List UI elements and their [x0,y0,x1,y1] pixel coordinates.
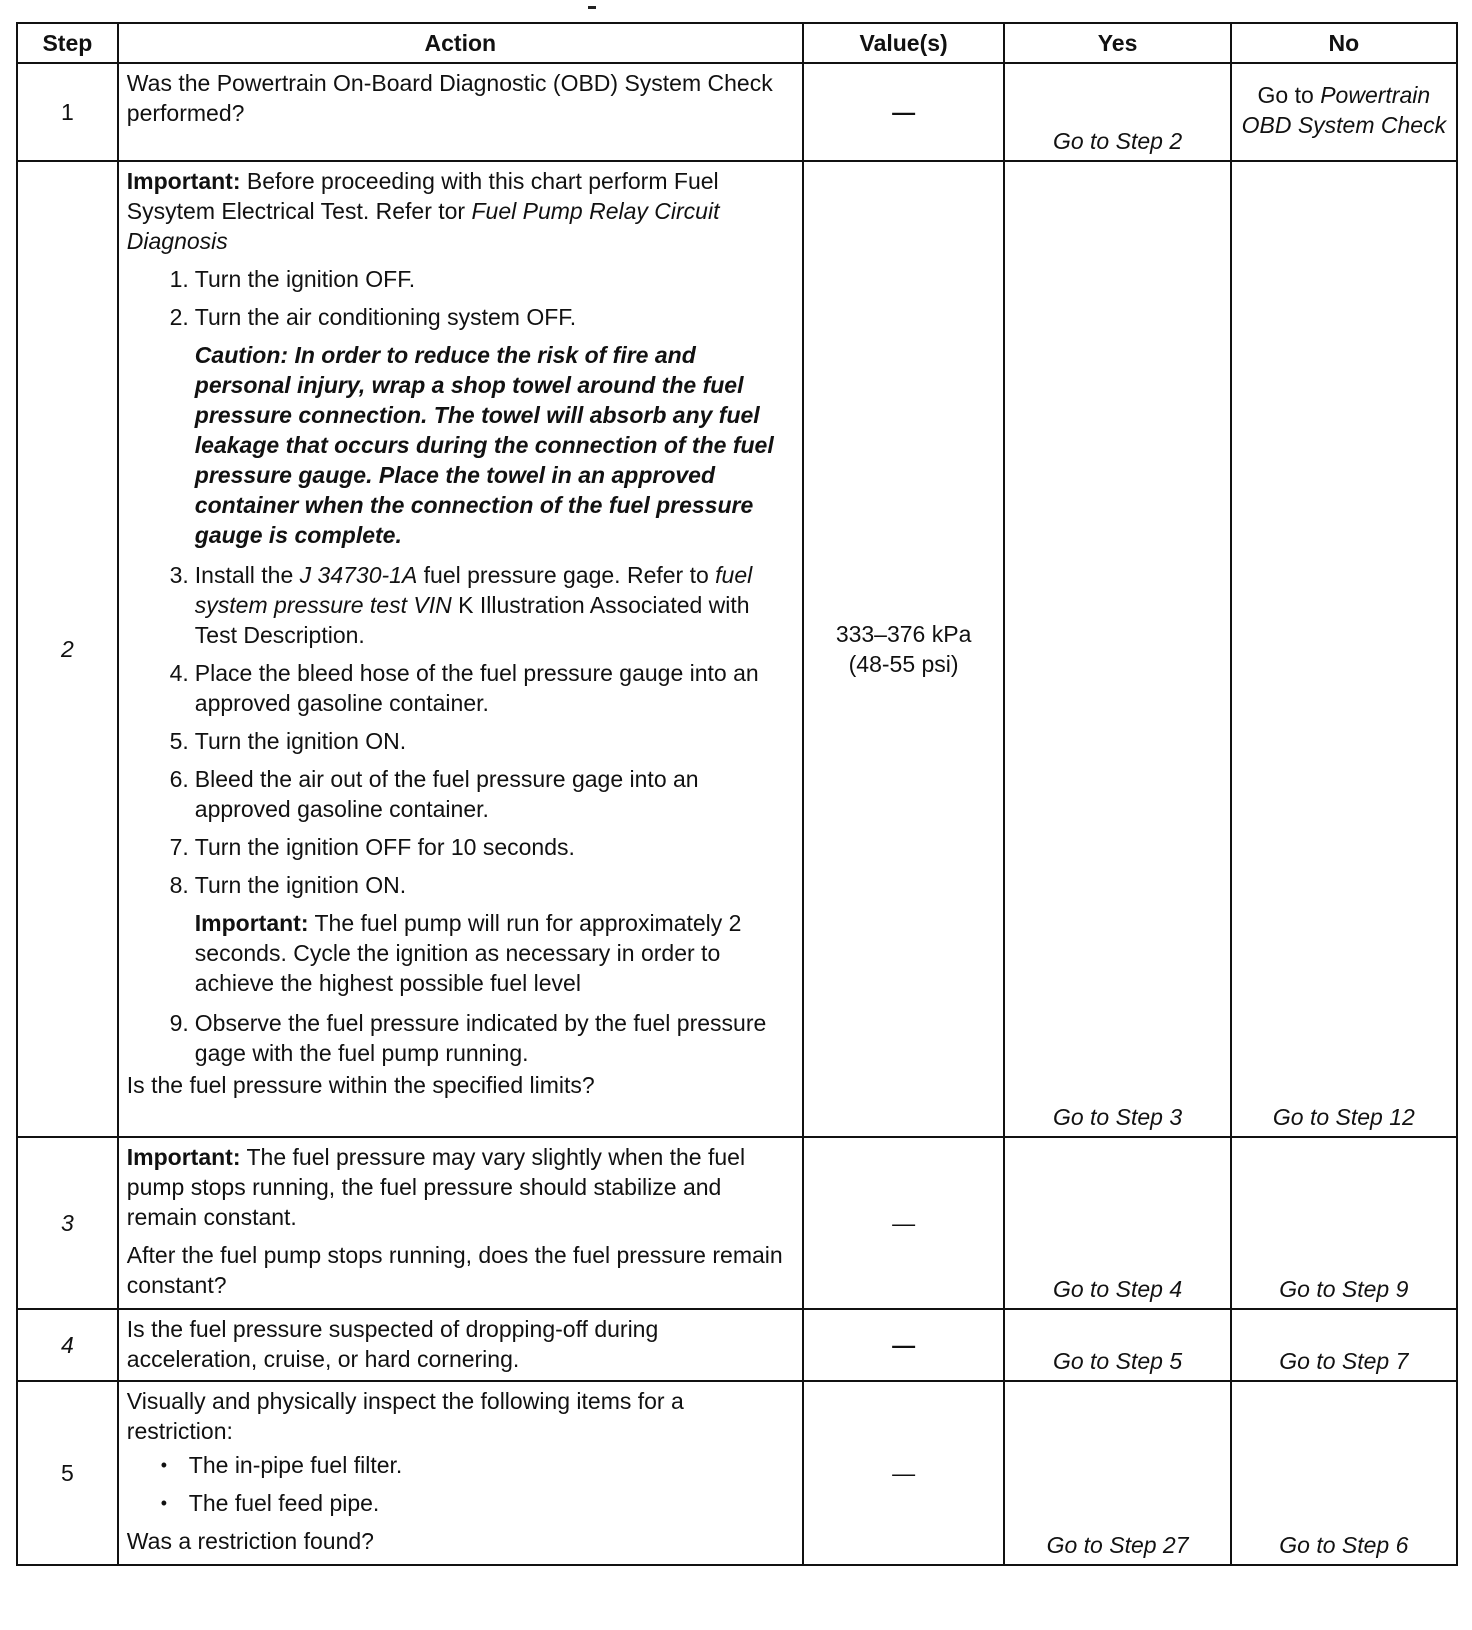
no-cell [1231,161,1457,1137]
header-no: No [1231,23,1457,63]
table-row-step-1 [17,63,1457,161]
list-item: 7. Turn the ignition OFF for 10 seconds. [169,834,575,860]
inspection-list [127,1450,794,1518]
step-number: 1 [17,63,118,161]
value-dash: — [892,1460,916,1486]
list-item: 1. Turn the ignition OFF. [169,266,416,292]
diagnostic-table [16,22,1458,1566]
value-cell [803,161,1005,1137]
no-cell [1231,1137,1457,1309]
scan-mark [588,6,596,9]
list-item: 2. Turn the air conditioning system OFF. [169,304,577,330]
value-cell [803,1381,1005,1565]
action-cell [118,63,803,161]
intro-text: Visually and physically inspect the following items for a restriction: [126,1388,684,1444]
yes-link[interactable]: Go to Step 4 [1052,1276,1183,1302]
list-item: 6. Bleed the air out of the fuel pressure gage into an approved gasoline container. [169,766,699,822]
action-cell [118,161,803,1137]
important-note [127,166,794,256]
question-text: After the fuel pump stops running, does the fuel pressure remain constant? [126,1242,783,1298]
action-cell [118,1137,803,1309]
important-link[interactable]: Fuel Pump Relay Circuit Diagnosis [126,198,720,254]
important-note: Important: The fuel pressure may vary slightly when the fuel pump stops running, the fuel pressure should stabilize and remain constant. [126,1144,746,1230]
no-link[interactable]: Go to Step 9 [1279,1276,1409,1302]
step-number: 5 [17,1381,118,1565]
pressure-kpa: 333–376 kPa [835,621,972,647]
list-item: • The fuel feed pipe. [127,1488,794,1518]
important-text: Before proceeding with this chart perform Fuel Sysytem Electrical Test. Refer tor [126,168,719,224]
question-text: Was the Powertrain On-Board Diagnostic (OBD) System Check performed? [126,70,773,126]
no-cell [1231,1381,1457,1565]
question-text: Was a restriction found? [126,1528,374,1554]
question-text: Is the fuel pressure within the specified limits? [126,1072,595,1098]
list-item: • The in-pipe fuel filter. [127,1450,794,1480]
no-prefix: Go to [1257,82,1314,108]
yes-cell [1004,1309,1230,1381]
yes-link[interactable]: Go to Step 2 [1052,128,1183,154]
yes-cell [1004,161,1230,1137]
header-step: Step [17,23,118,63]
no-cell [1231,1309,1457,1381]
value-dash: — [892,1210,916,1236]
list-item: 3. Install the J 34730-1A fuel pressure gage. Refer to fuel system pressure test VIN K Illustration Associated with Test Description. [169,562,753,648]
no-cell [1231,63,1457,161]
no-link[interactable]: Powertrain OBD System Check [1241,82,1447,138]
list-item: 5. Turn the ignition ON. [169,728,407,754]
list-item: 8. Turn the ignition ON. [169,872,407,898]
value-dash: — [892,1332,916,1358]
table-row-step-2 [17,161,1457,1137]
yes-cell [1004,63,1230,161]
tool-reference: J 34730-1A [299,562,418,588]
no-link[interactable]: Go to Step 6 [1279,1532,1409,1558]
value-dash: — [892,99,916,125]
procedure-list [127,560,794,900]
yes-cell [1004,1381,1230,1565]
value-cell [803,1309,1005,1381]
header-yes: Yes [1004,23,1230,63]
header-action: Action [118,23,803,63]
table-header-row [17,23,1457,63]
caution-note: Caution: In order to reduce the risk of fire and personal injury, wrap a shop towel around the fuel pressure connection. The towel will absorb any fuel leakage that occurs during the connection of the fuel pressure gauge. Place the towel in an approved container when the connection of the fuel pressure gauge is complete. [194,342,774,548]
step-number: 2 [17,161,118,1137]
action-cell [118,1381,803,1565]
important-note-2: Important: The fuel pump will run for approximately 2 seconds. Cycle the ignition as necessary in order to achieve the highest possible fuel level [194,910,742,996]
step-number: 4 [17,1309,118,1381]
table-row-step-4 [17,1309,1457,1381]
procedure-list [127,1008,794,1068]
important-label: Important: [126,168,241,194]
header-values: Value(s) [803,23,1005,63]
no-link[interactable]: Go to Step 12 [1272,1104,1415,1130]
table-row-step-5 [17,1381,1457,1565]
list-item: 9. Observe the fuel pressure indicated by the fuel pressure gage with the fuel pump running. [169,1010,767,1066]
yes-cell [1004,1137,1230,1309]
test-link[interactable]: fuel system pressure test VIN [194,562,753,618]
table-row-step-3 [17,1137,1457,1309]
procedure-list [127,264,794,332]
no-link[interactable]: Go to Step 7 [1279,1348,1409,1374]
value-cell [803,63,1005,161]
yes-link[interactable]: Go to Step 27 [1046,1532,1189,1558]
value-cell [803,1137,1005,1309]
action-cell [118,1309,803,1381]
pressure-psi: (48-55 psi) [848,651,959,677]
step-number: 3 [17,1137,118,1309]
list-item: 4. Place the bleed hose of the fuel pressure gauge into an approved gasoline container. [169,660,759,716]
yes-link[interactable]: Go to Step 5 [1052,1348,1183,1374]
yes-link[interactable]: Go to Step 3 [1052,1104,1183,1130]
question-text: Is the fuel pressure suspected of dropping-off during acceleration, cruise, or hard cornering. [126,1316,659,1372]
